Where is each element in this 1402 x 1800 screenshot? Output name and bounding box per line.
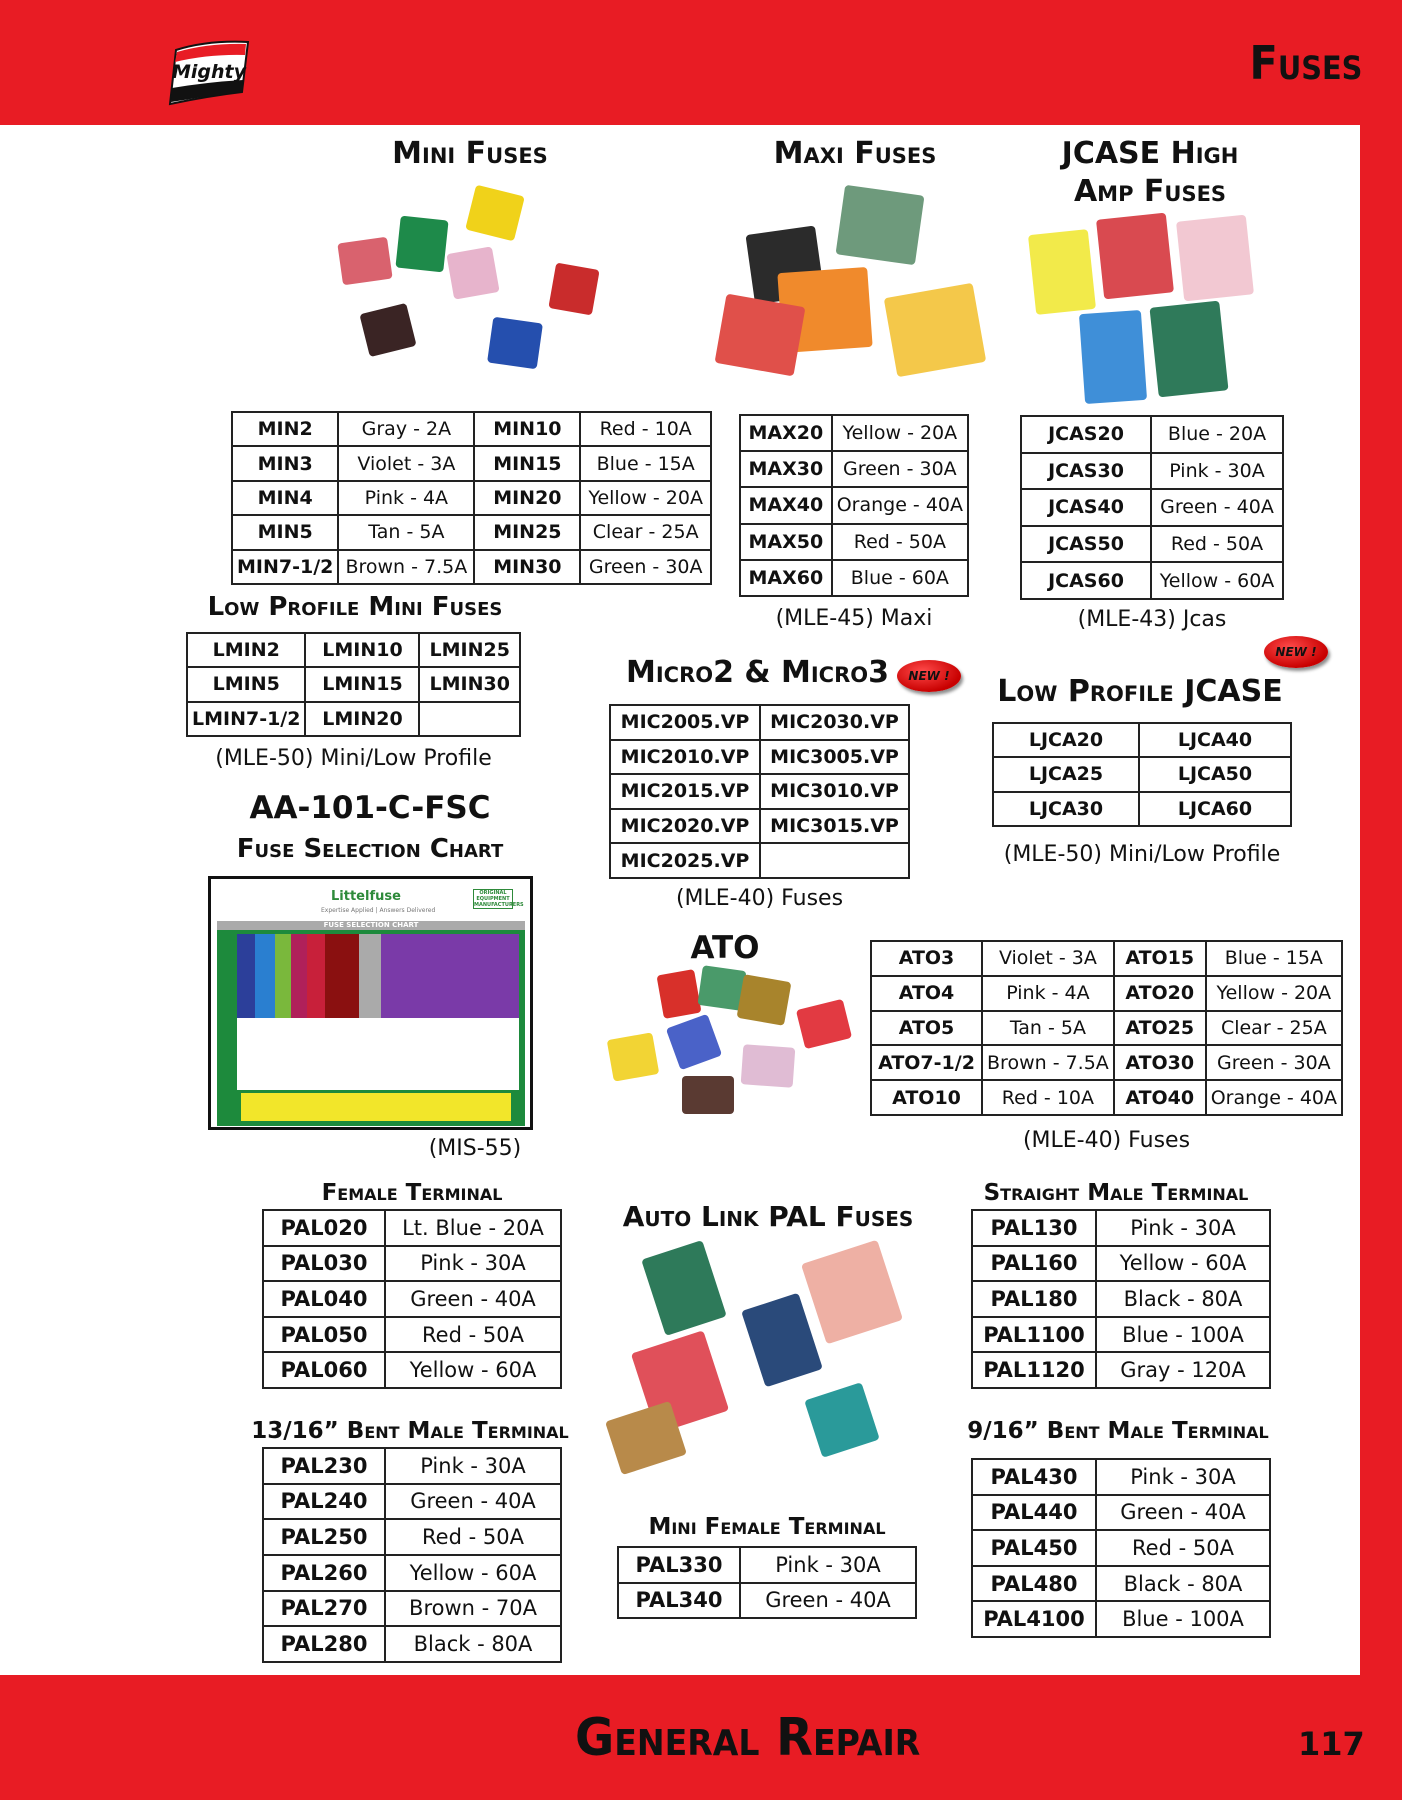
ato-fuses-photo bbox=[600, 960, 860, 1120]
table-row: LMIN5 LMIN15 LMIN30 bbox=[187, 667, 520, 701]
table-row: JCAS50 Red - 50A bbox=[1021, 526, 1283, 563]
mighty-logo bbox=[168, 40, 250, 106]
table-row: MIC2005.VP MIC2030.VP bbox=[610, 705, 909, 740]
ato-heading: ATO bbox=[690, 930, 760, 966]
table-row: JCAS40 Green - 40A bbox=[1021, 489, 1283, 526]
table-row: PAL130 Pink - 30A bbox=[972, 1210, 1270, 1246]
micro-caption: (MLE-40) Fuses bbox=[675, 886, 844, 911]
low-profile-jcase-heading: Low Profile JCASE bbox=[997, 674, 1283, 709]
mini-fuses-table bbox=[231, 411, 712, 585]
table-row: MIN7-1/2 Brown - 7.5A MIN30 Green - 30A bbox=[232, 550, 711, 584]
low-profile-mini-heading: Low Profile Mini Fuses bbox=[207, 592, 503, 622]
maxi-caption: (MLE-45) Maxi bbox=[775, 606, 933, 631]
table-row: MAX20 Yellow - 20A bbox=[740, 415, 968, 451]
page-number: 117 bbox=[1298, 1725, 1365, 1763]
low-profile-jcase-table bbox=[992, 722, 1292, 827]
table-row: LJCA30 LJCA60 bbox=[993, 792, 1291, 826]
table-row: PAL250 Red - 50A bbox=[263, 1519, 561, 1555]
table-row: JCAS60 Yellow - 60A bbox=[1021, 562, 1283, 599]
mini-fuses-photo bbox=[300, 180, 640, 400]
table-row: PAL430 Pink - 30A bbox=[972, 1459, 1270, 1495]
pal-bent-9-16-heading: 9/16” Bent Male Terminal bbox=[967, 1418, 1269, 1444]
ato-table bbox=[870, 940, 1343, 1116]
table-row: MIN4 Pink - 4A MIN20 Yellow - 20A bbox=[232, 481, 711, 515]
table-row: MAX30 Green - 30A bbox=[740, 451, 968, 487]
table-row: PAL060 Yellow - 60A bbox=[263, 1352, 561, 1388]
table-row: MIC2015.VP MIC3010.VP bbox=[610, 774, 909, 809]
table-row: PAL1120 Gray - 120A bbox=[972, 1352, 1270, 1388]
pal-fuses-photo bbox=[612, 1240, 922, 1470]
table-row: JCAS20 Blue - 20A bbox=[1021, 416, 1283, 453]
pal-mini-female-heading: Mini Female Terminal bbox=[648, 1514, 886, 1540]
table-row: MIN2 Gray - 2A MIN10 Red - 10A bbox=[232, 412, 711, 446]
table-row: ATO3 Violet - 3A ATO15 Blue - 15A bbox=[871, 941, 1342, 976]
mini-fuses-heading: Mini Fuses bbox=[392, 136, 548, 171]
table-row: LMIN7-1/2 LMIN20 bbox=[187, 702, 520, 736]
table-row: LMIN2 LMIN10 LMIN25 bbox=[187, 633, 520, 667]
right-edge-bar bbox=[1360, 0, 1402, 1800]
table-row: PAL260 Yellow - 60A bbox=[263, 1555, 561, 1591]
table-row: MAX40 Orange - 40A bbox=[740, 487, 968, 523]
table-row: PAL340 Green - 40A bbox=[618, 1583, 916, 1619]
table-row: PAL230 Pink - 30A bbox=[263, 1448, 561, 1484]
table-row: LJCA20 LJCA40 bbox=[993, 723, 1291, 757]
pal-mini-female-table bbox=[617, 1546, 917, 1619]
ato-caption: (MLE-40) Fuses bbox=[1022, 1128, 1191, 1153]
table-row: PAL020 Lt. Blue - 20A bbox=[263, 1210, 561, 1246]
jcase-heading-line1: JCASE High bbox=[1061, 136, 1239, 171]
pal-female-table bbox=[262, 1209, 562, 1389]
table-row: MIN5 Tan - 5A MIN25 Clear - 25A bbox=[232, 515, 711, 549]
micro-table bbox=[609, 704, 910, 879]
table-row: MAX60 Blue - 60A bbox=[740, 560, 968, 596]
jcase-caption: (MLE-43) Jcas bbox=[1077, 607, 1227, 632]
table-row: PAL180 Black - 80A bbox=[972, 1281, 1270, 1317]
table-row: MIC2025.VP bbox=[610, 843, 909, 878]
pal-bent-13-16-heading: 13/16” Bent Male Terminal bbox=[251, 1418, 569, 1444]
jcase-table bbox=[1020, 415, 1284, 600]
table-row: MIN3 Violet - 3A MIN15 Blue - 15A bbox=[232, 446, 711, 480]
table-row: PAL040 Green - 40A bbox=[263, 1281, 561, 1317]
littelfuse-logo: Littelfuse bbox=[331, 889, 401, 904]
table-row: PAL160 Yellow - 60A bbox=[972, 1246, 1270, 1282]
table-row: ATO7-1/2 Brown - 7.5A ATO30 Green - 30A bbox=[871, 1045, 1342, 1080]
fuse-selection-chart-image: Littelfuse Expertise Applied | Answers Delivered ORIGINAL EQUIPMENT MANUFACTURERS FUSE SELECTION CHART bbox=[208, 876, 533, 1130]
section-title: General Repair bbox=[575, 1708, 921, 1768]
table-row: JCAS30 Pink - 30A bbox=[1021, 453, 1283, 490]
table-row: LJCA25 LJCA50 bbox=[993, 757, 1291, 791]
table-row: ATO10 Red - 10A ATO40 Orange - 40A bbox=[871, 1080, 1342, 1115]
chart-part-number: AA-101-C-FSC bbox=[249, 790, 491, 826]
new-badge: NEW ! bbox=[1264, 636, 1328, 668]
low-profile-jcase-caption: (MLE-50) Mini/Low Profile bbox=[1003, 842, 1281, 867]
chart-heading: Fuse Selection Chart bbox=[236, 834, 504, 864]
oem-badge: ORIGINAL EQUIPMENT MANUFACTURERS bbox=[474, 890, 524, 908]
maxi-fuses-table bbox=[739, 414, 969, 597]
chart-caption: (MIS-55) bbox=[428, 1136, 522, 1161]
maxi-fuses-heading: Maxi Fuses bbox=[773, 136, 937, 171]
table-row: MAX50 Red - 50A bbox=[740, 524, 968, 560]
new-badge: NEW ! bbox=[897, 660, 961, 692]
table-row: PAL440 Green - 40A bbox=[972, 1495, 1270, 1531]
mighty-logo-icon bbox=[168, 40, 250, 106]
pal-straight-male-table bbox=[971, 1209, 1271, 1389]
table-row: PAL1100 Blue - 100A bbox=[972, 1317, 1270, 1353]
pal-bent-13-16-table bbox=[262, 1447, 562, 1663]
table-row: PAL4100 Blue - 100A bbox=[972, 1601, 1270, 1637]
pal-bent-9-16-table bbox=[971, 1458, 1271, 1638]
svg-text:Mighty: Mighty bbox=[171, 61, 247, 83]
jcase-fuses-photo bbox=[1020, 212, 1290, 407]
table-row: MIC2010.VP MIC3005.VP bbox=[610, 740, 909, 775]
table-row: MIC2020.VP MIC3015.VP bbox=[610, 809, 909, 844]
jcase-heading-line2: Amp Fuses bbox=[1073, 174, 1227, 209]
pal-heading: Auto Link PAL Fuses bbox=[622, 1200, 914, 1233]
pal-female-heading: Female Terminal bbox=[321, 1180, 503, 1206]
micro-heading: Micro2 & Micro3 bbox=[625, 655, 889, 690]
table-row: PAL050 Red - 50A bbox=[263, 1317, 561, 1353]
pal-straight-male-heading: Straight Male Terminal bbox=[983, 1180, 1249, 1206]
table-row: PAL450 Red - 50A bbox=[972, 1530, 1270, 1566]
table-row: PAL280 Black - 80A bbox=[263, 1626, 561, 1662]
table-row: PAL030 Pink - 30A bbox=[263, 1246, 561, 1282]
table-row: PAL270 Brown - 70A bbox=[263, 1591, 561, 1627]
table-row: ATO4 Pink - 4A ATO20 Yellow - 20A bbox=[871, 976, 1342, 1011]
table-row: PAL240 Green - 40A bbox=[263, 1484, 561, 1520]
table-row: PAL480 Black - 80A bbox=[972, 1566, 1270, 1602]
table-row: ATO5 Tan - 5A ATO25 Clear - 25A bbox=[871, 1011, 1342, 1046]
page-title: Fuses bbox=[1249, 36, 1362, 90]
low-profile-mini-table bbox=[186, 632, 521, 737]
maxi-fuses-photo bbox=[710, 180, 1005, 405]
low-profile-mini-caption: (MLE-50) Mini/Low Profile bbox=[215, 746, 492, 771]
table-row: PAL330 Pink - 30A bbox=[618, 1547, 916, 1583]
